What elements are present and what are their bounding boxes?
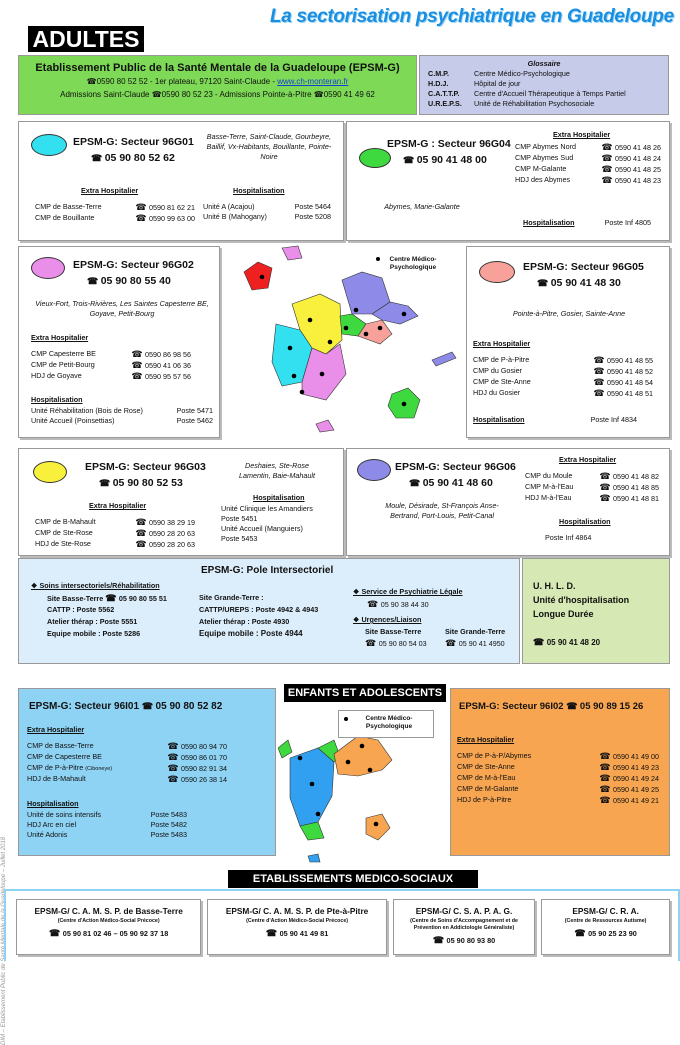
sector-phone: ☎ 05 90 80 52 53 [99,477,183,489]
item-name [473,355,529,366]
sector-phone: ☎ 05 90 41 48 60 [409,477,493,489]
epsm-address-text: 0590 80 52 52 - 1er plateau, 97120 Saint-Claude - [96,77,278,86]
item-name [203,202,255,212]
sector-title-row [459,701,643,712]
medico-item [16,899,201,955]
item-name [457,795,511,806]
urg-bt-phone: ☎ 05 90 80 54 03 [365,638,427,649]
pole-atelier-bt: Atelier thérap : Poste 5551 [47,617,138,626]
list-item [27,820,187,830]
item-value: ☎ 0590 41 48 55 [593,355,653,366]
sector-96i02 [450,688,670,856]
sector-title-row [29,701,222,712]
sector-96g05 [466,246,670,438]
map-zone-green-nw [278,740,292,758]
item-name [525,493,572,504]
epsm-address: ☎0590 80 52 52 - 1er plateau, 97120 Saint-Claude - www.ch-monteran.fr [86,77,349,86]
list-item [515,175,661,186]
urg-title-text: Urgences/Liaison [361,615,422,624]
item-name-text: CMP de P-à-Pitre [27,763,84,772]
item-name [473,388,520,399]
list-item [457,784,659,795]
pole-equipe-bt: Equipe mobile : Poste 5286 [47,629,141,638]
glossary-box [419,55,669,115]
uhld-line3: Longue Durée [533,609,594,619]
item-name [457,762,515,773]
item-name [525,482,573,493]
item-name-text: HDJ de Goyave [31,371,82,380]
medico-sub: (Centre de Soins d'Accompagnement et de Prévention en Addictologie Généraliste) [410,918,518,931]
list-item [525,482,659,493]
medico-sub: (Centre de Ressources Autisme) [564,918,647,924]
glossary-abbr: C.A.T.T.P. [428,89,460,98]
sector-96g01 [18,121,344,241]
sector-communes: Abymes, Marie-Galante [384,202,460,211]
item-name [27,820,76,830]
item-name-text: HDJ de B-Mahault [27,774,86,783]
sector-title: EPSM-G: Secteur 96G05 [523,261,644,273]
urg-title: ❖ Urgences/Liaison [353,615,422,624]
medico-item [393,899,535,955]
extra-title: Extra Hospitalier [457,735,515,744]
item-name-text: CMP de Bouillante [35,213,95,222]
hosp-line: Poste 5453 [221,534,258,543]
item-name [203,212,267,222]
map-zone-violet-desirade [432,352,456,366]
sector-96g02 [18,246,220,438]
hosp-title: Hospitalisation [233,186,285,195]
list-item [35,528,195,539]
uhld-line1: U. H. L. D. [533,581,576,591]
extra-title: Extra Hospitalier [31,333,89,342]
glossary-item [428,99,668,109]
uhld-phone: ☎ 05 90 41 48 20 [533,637,600,648]
sector-dot-magenta [31,257,65,279]
hosp-line: Unité Clinique les Amandiers [221,504,313,513]
item-name-text: CMP de Ste-Anne [473,377,531,386]
list-item [203,202,331,212]
sector-communes: Pointe-à-Pitre, Gosier, Sainte-Anne [512,309,626,318]
medico-title: EPSM-G/ C. A. M. S. P. de Pte-à-Pitre [225,906,369,916]
item-name-text: HDJ du Gosier [473,388,521,397]
list-item [31,360,191,371]
extra-title: Extra Hospitalier [89,501,147,510]
item-name-text: Unité Réhabilitation (Bois de Rose) [31,406,143,415]
sector-phone: ☎ 05 90 80 52 62 [91,152,175,164]
item-name-text: Unité Accueil (Poinsettias) [31,416,115,425]
item-value: ☎ 0590 28 20 63 [135,539,195,550]
hosp-line [473,415,637,425]
item-value: ☎ 0590 41 49 23 [599,762,659,773]
item-name [35,213,94,224]
item-value: Poste 5483 [150,810,187,819]
pole-cattp-ureps: CATTP/UREPS : Poste 4942 & 4943 [199,605,319,614]
medico-phone: ☎ 05 90 41 49 81 [208,928,385,939]
medico-phone: ☎ 05 90 80 93 80 [394,935,534,946]
glossary-def: Hôpital de jour [474,79,521,88]
item-name [525,471,572,482]
extra-title: Extra Hospitalier [27,725,85,734]
item-name [27,830,67,840]
pole-title: EPSM-G: Pole Intersectoriel [201,565,334,576]
item-value: ☎ 0590 41 48 25 [601,164,661,175]
item-name [31,349,96,360]
item-name-text: CMP de Ste-Anne [457,762,515,771]
list-item [35,517,195,528]
item-name-text: CMP Abymes Sud [515,153,574,162]
item-value: ☎ 0590 26 38 14 [167,774,227,785]
pole-bt-phone: ☎ 05 90 80 55 51 [105,594,167,603]
glossary-def: Unité de Réhabilitation Psychosociale [474,99,595,108]
enfants-banner: ENFANTS ET ADOLESCENTS [284,684,446,702]
hosp-poste: Poste Inf 4805 [604,218,651,227]
list-item [31,349,191,360]
urg-gt-label: Site Grande-Terre [445,627,506,636]
item-name-text: CMP de M-Galante [457,784,519,793]
item-name-text: HDJ M-à-l'Eau [525,493,572,502]
item-value: ☎ 0590 41 49 25 [599,784,659,795]
item-value: Poste 5482 [150,820,187,829]
item-value: ☎ 0590 41 49 21 [599,795,659,806]
glossary-abbr: U.R.E.P.S. [428,99,462,108]
item-name [35,539,91,550]
list-item [203,212,331,222]
map-zone-magenta-saintes [316,420,334,432]
hosp-title: Hospitalisation [31,395,83,404]
item-value: Poste 5208 [294,212,331,221]
item-name [27,752,102,763]
item-name [515,164,566,175]
item-name [515,153,573,164]
item-name [457,773,515,784]
list-item [457,751,659,762]
sector-96g04 [346,121,670,241]
sector-title: EPSM-G: Secteur 96G02 [73,259,194,271]
sector-phone: ☎ 05 90 41 48 00 [403,154,487,166]
item-name-text: CMP M-à-l'Eau [525,482,574,491]
item-value: ☎ 0590 95 57 56 [131,371,191,382]
hosp-title: Hospitalisation [523,218,575,227]
side-note: DIM – Etablissement Public de Santé Mentale de la Guadeloupe – Juillet 2018 [1,836,7,1045]
list-item [457,773,659,784]
list-item [457,762,659,773]
pole-bt-row [47,593,167,604]
item-name [515,175,570,186]
item-sub: (Ciboneye) [85,766,113,772]
map-zone-cyan-saintes [308,854,320,862]
list-item [473,377,653,388]
item-value: ☎ 0590 81 62 21 [135,202,195,213]
item-name [473,366,522,377]
map-enfants [278,706,448,866]
pole-cattp: CATTP : Poste 5562 [47,605,115,614]
list-item [35,213,195,224]
list-item [27,774,227,785]
item-value: ☎ 0590 86 01 70 [167,752,227,763]
glossary-def: Centre Médico-Psychologique [474,69,570,78]
item-name-text: CMP de P-à-Pitre [473,355,530,364]
sector-communes: Basse-Terre, Saint-Claude, Gourbeyre, Baillif, Vx-Habitants, Bouillante, Pointe-Noire [206,132,332,161]
sector-phone: ☎ 05 90 41 48 30 [537,277,621,289]
item-name [27,741,94,752]
sector-title: EPSM-G : Secteur 96G04 [387,138,511,150]
glossary-abbr: H.D.J. [428,79,449,88]
item-name-text: CMP de Ste-Rose [35,528,93,537]
sector-communes: Moule, Désirade, St-François Anse-Bertrand, Port-Louis, Petit-Canal [385,501,499,520]
sector-title: EPSM-G: Secteur 96G03 [85,461,206,473]
map-zone-orange-mg [366,814,390,840]
item-name-text: HDJ Arc en ciel [27,820,77,829]
list-item [27,830,187,840]
list-item [473,366,653,377]
medico-phone: ☎ 05 90 81 02 46 – 05 90 92 37 18 [17,928,200,939]
glossary-item [428,79,668,89]
sector-dot-yellow [33,461,67,483]
item-name [27,774,86,785]
epsm-admissions: Admissions Saint-Claude ☎0590 80 52 23 - Admissions Pointe-à-Pitre ☎0590 41 49 62 [60,89,375,99]
item-name-text: Unité B (Mahogany) [203,212,267,221]
item-name [457,784,518,795]
sector-dot-violet [357,459,391,481]
hosp-line: Unité Accueil (Manguiers) [221,524,303,533]
item-value: ☎ 0590 86 98 56 [131,349,191,360]
medico-sub: (Centre d'Action Médico-Social Précoce) [57,918,160,924]
medico-sub: (Centre d'Action Médico-Social Précoce) [246,918,349,924]
list-item [525,493,659,504]
item-name-text: CMP du Gosier [473,366,522,375]
medico-title: EPSM-G/ C. A. M. S. P. de Basse-Terre [34,906,183,916]
legal-title-text: Service de Psychiatrie Légale [361,587,463,596]
item-name-text: CMP de P-à-P/Abymes [457,751,532,760]
hosp-poste: Poste Inf 4864 [545,533,592,542]
extra-title: Extra Hospitalier [553,130,611,139]
item-name [27,810,101,820]
pole-equipe-gt: Equipe mobile : Poste 4944 [199,629,303,638]
sector-96i01 [18,688,276,856]
item-name-text: CMP Capesterre BE [31,349,96,358]
item-name [35,517,96,528]
soins-title-text: Soins intersectoriels/Réhabilitation [39,581,160,590]
item-name-text: CMP de B-Mahault [35,517,96,526]
list-item [31,416,213,426]
item-value: ☎ 0590 41 49 00 [599,751,659,762]
urg-bt-label: Site Basse-Terre [365,627,422,636]
sector-dot-green [359,148,391,168]
hosp-title: Hospitalisation [473,415,525,424]
medico-title: EPSM-G/ C. S. A. P. A. G. [415,906,513,916]
item-name-text: CMP de Petit-Bourg [31,360,95,369]
medico-item [207,899,386,955]
sector-title: EPSM-G: Secteur 96G01 [73,136,194,148]
glossary-title: Glossaire [527,59,561,68]
sector-title: EPSM-G: Secteur 96I01 [29,701,140,712]
glossary-item [428,69,668,79]
soins-title: ❖ Soins intersectoriels/Réhabilitation [31,581,160,590]
item-name [27,763,112,774]
sector-dot-cyan [31,134,67,156]
item-name [457,751,531,762]
urg-gt-phone: ☎ 05 90 41 4950 [445,638,505,649]
item-name [31,406,143,416]
sector-phone: ☎ 05 90 89 15 26 [566,701,643,712]
page-title: La sectorisation psychiatrique en Guadeloupe [270,6,674,27]
hosp-line [523,218,651,228]
item-name-text: Unité Adonis [27,830,68,839]
medico-title: EPSM-G/ C. R. A. [572,906,639,916]
sector-dot-salmon [479,261,515,283]
item-name [35,202,102,213]
item-value: ☎ 0590 82 91 34 [167,763,227,774]
list-item [31,406,213,416]
list-item [525,471,659,482]
map-legend [376,256,443,272]
list-item [457,795,659,806]
uhld-box [522,558,670,664]
sector-96g03 [18,448,344,556]
list-item [473,388,653,399]
sector-phone: ☎ 05 90 80 55 40 [87,275,171,287]
list-item [515,153,661,164]
list-item [27,752,227,763]
map-zone-red [244,262,272,290]
item-name-text: CMP de Basse-Terre [35,202,102,211]
item-name [31,416,115,426]
list-item [515,142,661,153]
hosp-title: Hospitalisation [559,517,611,526]
hosp-title: Hospitalisation [27,799,79,808]
item-value: Poste 5462 [176,416,213,425]
map-legend-text: Centre Médico-Psychologique [389,256,437,271]
item-value: ☎ 0590 41 48 23 [601,175,661,186]
map-legend-enfants-text: Centre Médico-Psychologique [365,715,413,730]
list-item [27,810,187,820]
item-value: ☎ 0590 41 48 85 [599,482,659,493]
item-name-text: Unité de soins intensifs [27,810,101,819]
item-value: ☎ 0590 41 48 52 [593,366,653,377]
hosp-line: Poste 5451 [221,514,258,523]
map-zone-magenta-small [282,246,302,260]
list-item [27,741,227,752]
item-value: ☎ 0590 41 48 54 [593,377,653,388]
item-value: ☎ 0590 41 48 81 [599,493,659,504]
item-value: ☎ 0590 41 48 24 [601,153,661,164]
adultes-badge: ADULTES [28,26,144,52]
item-name [31,371,82,382]
medico-phone: ☎ 05 90 25 23 90 [542,928,669,939]
map-adultes [222,244,464,440]
sector-title: EPSM-G: Secteur 96I02 [459,701,564,712]
list-item [515,164,661,175]
item-name-text: HDJ des Abymes [515,175,571,184]
item-value: ☎ 0590 41 49 24 [599,773,659,784]
map-zone-blue [290,748,334,826]
list-item [27,763,227,774]
item-name [35,528,93,539]
item-name-text: CMP du Moule [525,471,573,480]
item-name-text: HDJ de Ste-Rose [35,539,91,548]
sector-phone: ☎ 05 90 80 52 82 [142,701,222,712]
glossary-abbr: C.M.P. [428,69,450,78]
item-name-text: CMP de Capesterre BE [27,752,102,761]
item-name [473,377,531,388]
item-value: ☎ 0590 41 48 51 [593,388,653,399]
medico-row [4,889,680,961]
item-value: Poste 5464 [294,202,331,211]
item-name-text: CMP de Basse-Terre [27,741,94,750]
glossary-def: Centre d'Accueil Thérapeutique à Temps Partiel [474,89,626,98]
item-value: ☎ 0590 41 06 36 [131,360,191,371]
pole-gt-label: Site Grande-Terre : [199,593,264,602]
pole-atelier-gt: Atelier thérap : Poste 4930 [199,617,290,626]
medico-item [541,899,670,955]
item-name [515,142,576,153]
item-name-text: CMP de M-à-l'Eau [457,773,516,782]
sector-communes: Deshaies, Ste-Rose Lamentin, Baie-Mahault [239,461,315,480]
sector-communes: Vieux-Fort, Trois-Rivières, Les Saintes Capesterre BE, Goyave, Petit-Bourg [35,299,209,318]
item-value: Poste 5471 [176,406,213,415]
sector-96g06 [346,448,670,556]
item-name-text: CMP M-Galante [515,164,567,173]
item-name-text: CMP Abymes Nord [515,142,576,151]
extra-title: Extra Hospitalier [81,186,139,195]
epsm-name: Etablissement Public de la Santé Mentale de la Guadeloupe (EPSM-G) [35,62,400,74]
sector-title: EPSM-G: Secteur 96G06 [395,461,516,473]
website-link[interactable]: www.ch-monteran.fr [277,77,349,86]
item-value: ☎ 0590 38 29 19 [135,517,195,528]
item-name [31,360,95,371]
item-value: ☎ 0590 41 48 82 [599,471,659,482]
pole-bt-label: Site Basse-Terre [47,594,104,603]
epsm-info-box [18,55,417,115]
list-item [31,371,191,382]
glossary-item [428,89,668,99]
list-item [35,539,195,550]
map-legend-enfants [338,710,434,738]
list-item [35,202,195,213]
legal-title: ❖ Service de Psychiatrie Légale [353,587,463,596]
item-value: ☎ 0590 80 94 70 [167,741,227,752]
uhld-line2: Unité d'hospitalisation [533,595,630,605]
item-name-text: Unité A (Acajou) [203,202,255,211]
item-value: ☎ 0590 99 63 00 [135,213,195,224]
legal-phone: ☎ 05 90 38 44 30 [367,599,429,610]
extra-title: Extra Hospitalier [473,339,531,348]
list-item [473,355,653,366]
item-name-text: HDJ de P-à-Pitre [457,795,512,804]
hosp-poste: Poste Inf 4834 [590,415,637,424]
medico-banner: ETABLISSEMENTS MEDICO-SOCIAUX [228,870,478,888]
hosp-title: Hospitalisation [253,493,305,502]
item-value: ☎ 0590 28 20 63 [135,528,195,539]
pole-intersectoriel [18,558,520,664]
item-value: ☎ 0590 41 48 26 [601,142,661,153]
extra-title: Extra Hospitalier [559,455,617,464]
item-value: Poste 5483 [150,830,187,839]
guadeloupe-map [222,244,464,440]
map-zone-orange [334,736,392,776]
